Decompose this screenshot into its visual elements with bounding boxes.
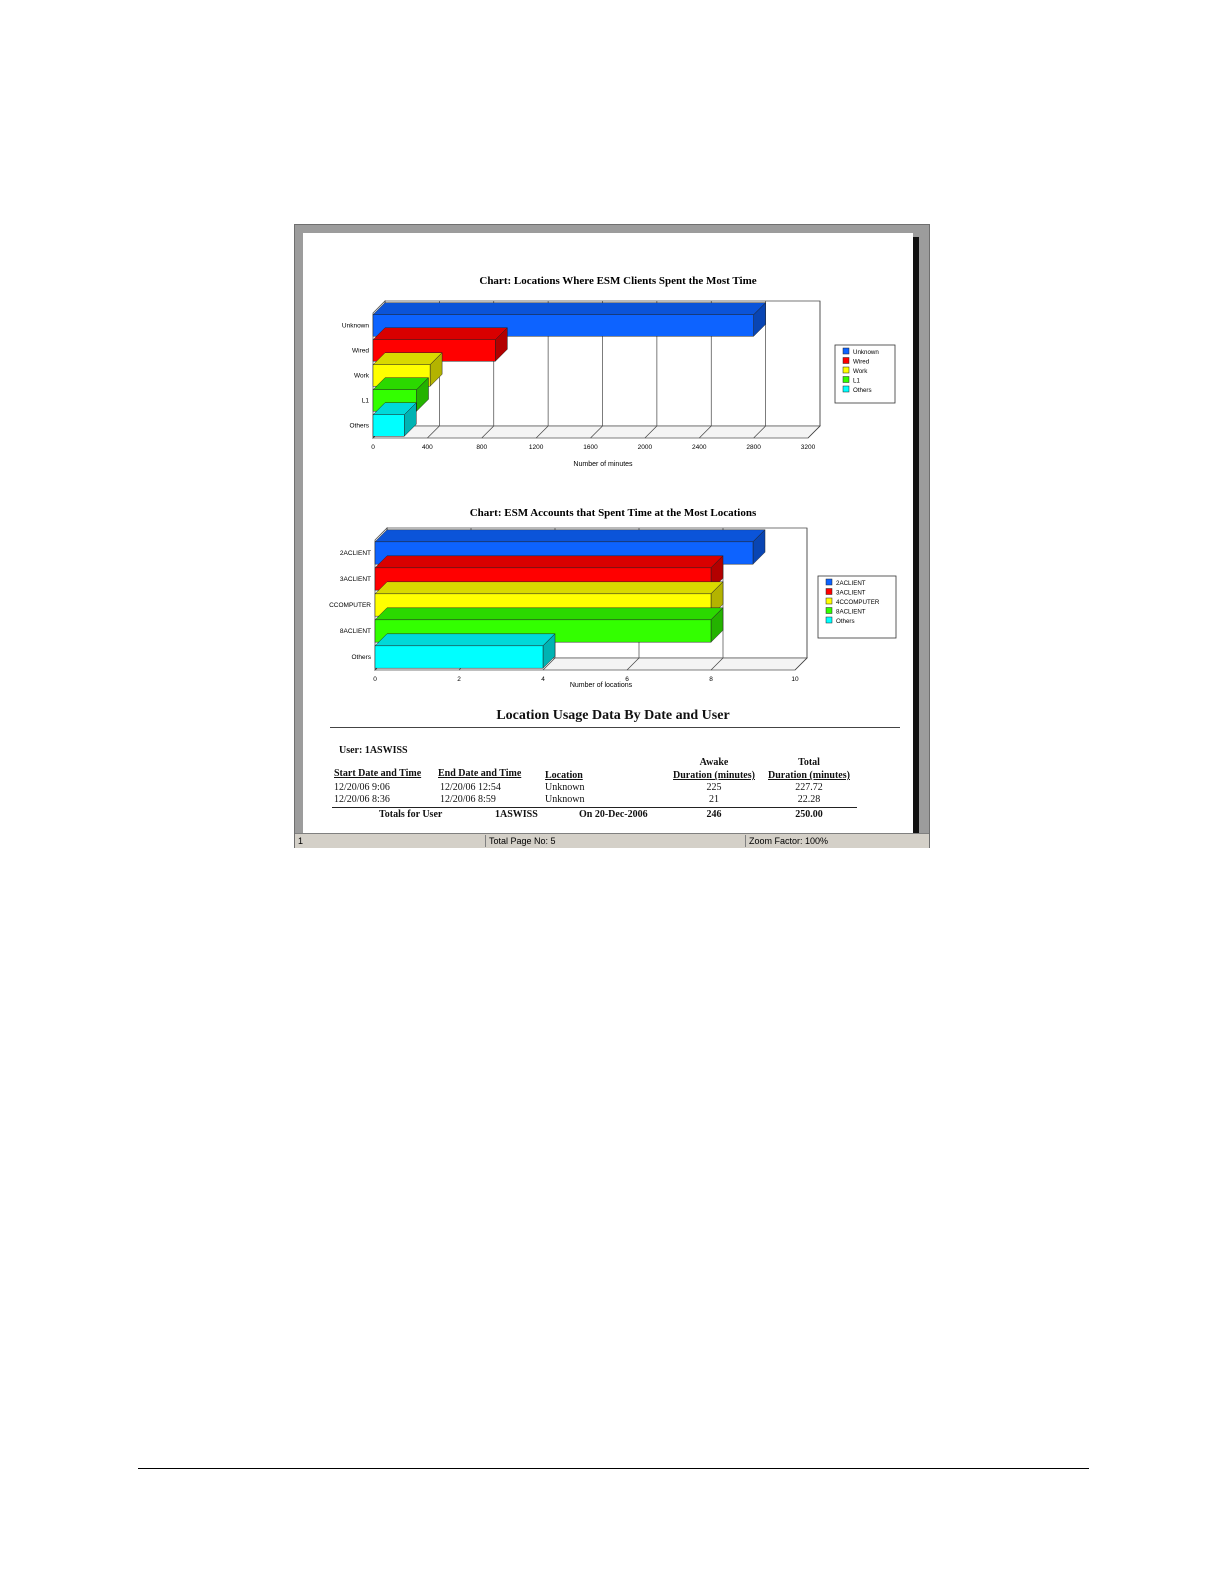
bar-top	[375, 608, 723, 620]
category-label: Others	[351, 654, 371, 661]
status-zoom: Zoom Factor: 100%	[745, 835, 929, 847]
legend-label: Unknown	[853, 349, 879, 356]
legend-swatch	[843, 367, 849, 373]
row-end: 12/20/06 8:59	[440, 794, 496, 805]
x-tick-label: 2	[457, 676, 461, 683]
legend-swatch	[826, 598, 832, 604]
chart-locations-most-time	[303, 233, 913, 468]
category-label: Others	[349, 422, 369, 430]
row-start: 12/20/06 8:36	[334, 794, 390, 805]
x-tick-label: 1200	[528, 444, 544, 451]
legend-swatch	[826, 617, 832, 623]
col-total-top: Total	[798, 757, 820, 768]
totals-user: 1ASWISS	[495, 809, 538, 820]
location-usage-report	[303, 708, 913, 833]
status-total-pages: Total Page No: 5	[485, 835, 745, 847]
bar-top	[375, 530, 765, 542]
col-total-bottom: Duration (minutes)	[768, 770, 850, 781]
bar-top	[375, 634, 555, 646]
x-tick-label: 400	[421, 444, 433, 451]
x-tick-label: 0	[371, 444, 375, 451]
category-label: L1	[361, 397, 369, 405]
totals-rule	[332, 807, 857, 808]
legend-label: Wired	[853, 358, 870, 366]
chart-accounts-most-locations	[303, 473, 913, 713]
chart-1-xlabel: Number of minutes	[573, 461, 633, 468]
legend-swatch	[826, 608, 832, 614]
page-footer-rule	[138, 1468, 1089, 1469]
bar	[375, 646, 543, 668]
legend-label: 4CCOMPUTER	[836, 599, 880, 606]
x-tick-label: 2400	[692, 444, 707, 451]
col-location: Location	[545, 770, 583, 781]
x-tick-label: 6	[625, 676, 629, 683]
x-tick-label: 1600	[583, 444, 598, 451]
totals-awake: 246	[706, 809, 722, 820]
row-start: 12/20/06 9:06	[334, 782, 390, 793]
bar-top	[373, 303, 766, 315]
totals-total: 250.00	[795, 809, 823, 820]
chart-1-title: Chart: Locations Where ESM Clients Spent the Most Time	[479, 275, 757, 287]
x-tick-label: 2000	[637, 444, 653, 451]
bar-top	[375, 582, 723, 594]
legend-swatch	[843, 386, 849, 392]
legend-label: 3ACLIENT	[836, 589, 866, 597]
chart-2-xlabel: Number of locations	[569, 682, 633, 689]
bar	[373, 415, 404, 437]
report-viewer-window	[294, 224, 930, 848]
legend-swatch	[843, 358, 849, 364]
legend-label: Others	[853, 387, 872, 394]
legend-swatch	[843, 348, 849, 354]
category-label: 2ACLIENT	[339, 550, 371, 557]
category-label: 3ACLIENT	[339, 576, 371, 583]
category-label: 8ACLIENT	[339, 628, 371, 635]
status-page-number: 1	[298, 836, 304, 846]
x-tick-label: 4	[541, 676, 545, 683]
chart-2-title: Chart: ESM Accounts that Spent Time at the Most Locations	[469, 507, 757, 519]
x-tick-label: 3200	[800, 444, 816, 451]
legend-label: 8ACLIENT	[836, 608, 866, 616]
row-total: 227.72	[795, 782, 823, 793]
legend-label: Others	[836, 618, 855, 625]
category-label: Wired	[352, 347, 369, 355]
report-title-rule	[330, 727, 900, 728]
x-tick-label: 8	[709, 676, 713, 683]
col-awake-bottom: Duration (minutes)	[673, 770, 755, 781]
category-label: Unknown	[341, 322, 369, 330]
x-tick-label: 2800	[746, 444, 761, 451]
row-end: 12/20/06 12:54	[440, 782, 501, 793]
legend-label: L1	[853, 377, 860, 385]
legend-label: Work	[853, 368, 868, 375]
totals-date: On 20-Dec-2006	[579, 809, 648, 820]
bar-top	[373, 328, 507, 340]
report-page	[303, 233, 913, 833]
legend-swatch	[843, 377, 849, 383]
legend-label: 2ACLIENT	[836, 580, 866, 587]
x-tick-label: 10	[791, 676, 799, 683]
legend-swatch	[826, 589, 832, 595]
legend-swatch	[826, 579, 832, 585]
user-label: User: 1ASWISS	[339, 745, 408, 756]
category-label: Work	[353, 372, 369, 380]
col-end: End Date and Time	[438, 768, 522, 779]
col-start: Start Date and Time	[334, 768, 422, 779]
row-total: 22.28	[797, 794, 821, 805]
status-bar	[295, 833, 929, 848]
x-tick-label: 800	[476, 444, 488, 451]
row-awake: 21	[709, 794, 719, 805]
category-label: CCOMPUTER	[329, 602, 371, 609]
row-awake: 225	[706, 782, 722, 793]
row-location: Unknown	[545, 782, 585, 793]
page-shadow	[913, 237, 919, 833]
totals-label: Totals for User	[379, 809, 443, 820]
x-tick-label: 0	[373, 676, 377, 683]
bar-top	[375, 556, 723, 568]
row-location: Unknown	[545, 794, 585, 805]
col-awake-top: Awake	[699, 757, 729, 768]
report-title: Location Usage Data By Date and User	[496, 708, 730, 723]
